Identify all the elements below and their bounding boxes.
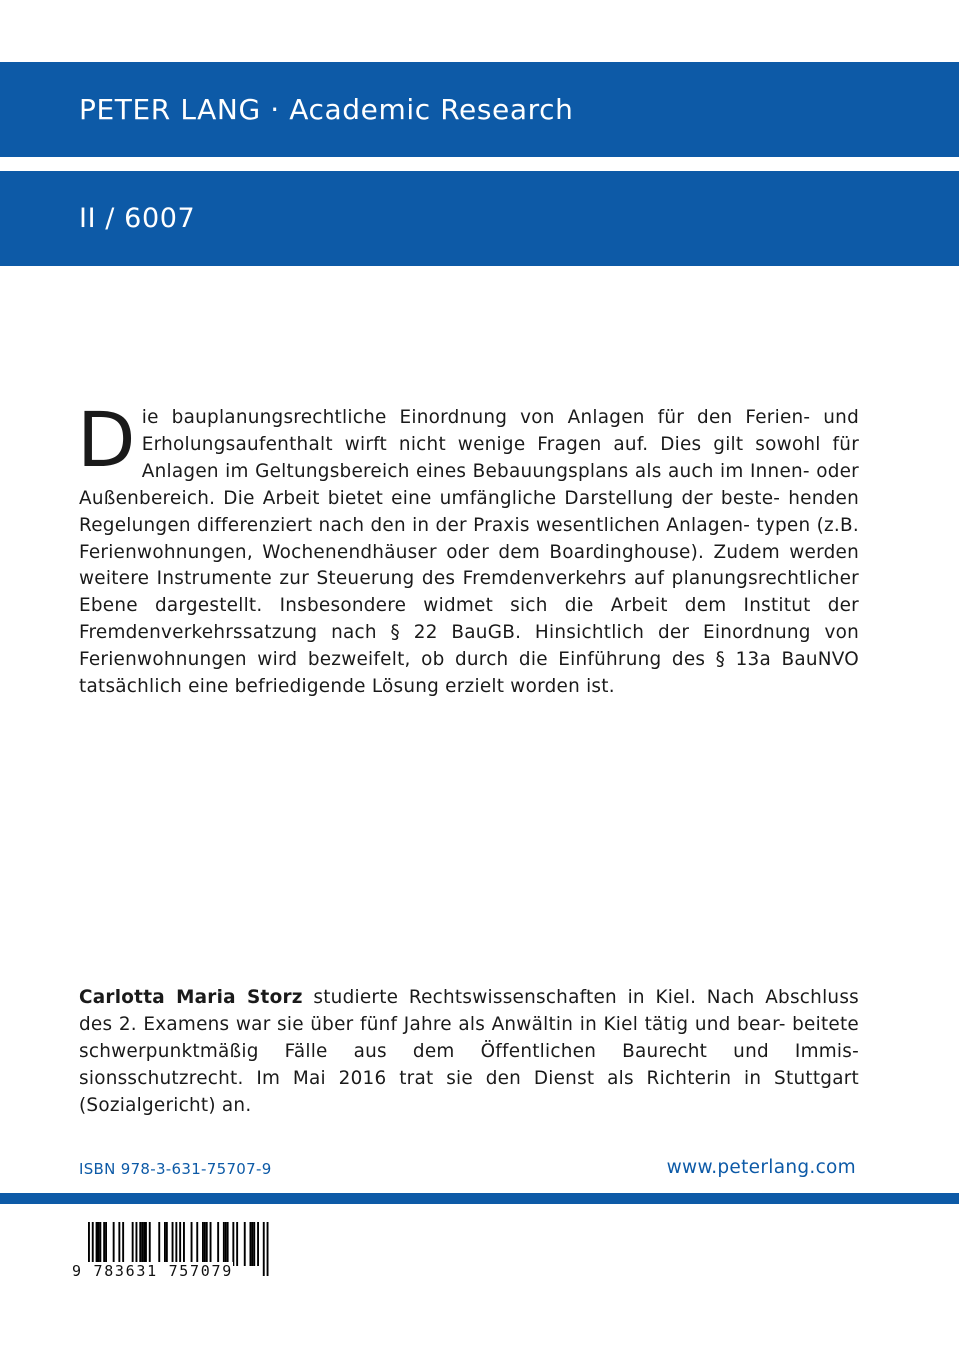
barcode-bar: [244, 1222, 246, 1266]
barcode-bar: [132, 1222, 134, 1266]
barcode-bar: [141, 1222, 143, 1266]
barcode-bar: [225, 1222, 227, 1266]
barcode-bar: [206, 1222, 208, 1266]
publisher-url[interactable]: www.peterlang.com: [666, 1157, 856, 1178]
barcode-bar: [257, 1222, 259, 1266]
barcode-bar: [183, 1222, 185, 1266]
volume-number: II / 6007: [79, 203, 196, 234]
barcode-bar: [204, 1222, 206, 1266]
barcode-bar: [251, 1222, 253, 1266]
barcode-bar: [232, 1222, 234, 1266]
barcode-bar: [98, 1222, 100, 1266]
barcode-bar: [118, 1222, 120, 1266]
author-bio: [79, 984, 859, 1119]
barcode-bar: [166, 1222, 168, 1266]
drop-cap: D: [77, 395, 136, 484]
barcode-bar: [136, 1222, 138, 1266]
barcode-bar: [99, 1222, 101, 1266]
barcode-bar: [227, 1222, 229, 1266]
barcode-bar: [113, 1222, 115, 1266]
barcode-bar: [196, 1222, 198, 1266]
barcode-bar: [96, 1222, 98, 1266]
barcode-bar: [202, 1222, 204, 1266]
volume-banner: [0, 171, 959, 266]
abstract-text: [77, 395, 859, 701]
barcode-bar: [103, 1222, 105, 1266]
series-title: PETER LANG · Academic Research: [79, 93, 574, 126]
barcode-bar: [164, 1222, 166, 1266]
footer-divider: [0, 1193, 959, 1204]
barcode-bar: [122, 1222, 124, 1266]
abstract-body: ie bauplanungsrechtliche Einordnung von Anlagen für den Ferien- und Erholungsaufenthalt wirft nicht wenige Fragen auf. Dies gilt sowohl für Anlagen im Geltungsbereich eines Bebauungsplans als auch im Innen- oder Außenbereich. Die Arbeit bietet eine umfängliche Darstellung der beste- henden Regelungen differenziert nach den in der Praxis wesentlichen Anlagen- typen (z.B. Ferienwohnungen, Wochenendhäuser oder dem Boardinghouse). Zudem werden weitere Instrumente zur Steuerung des Fremdenverkehrs auf planungsrechtlicher Ebene dargestellt. Insbesondere widmet sich die Arbeit dem Institut der Fremdenverkehrssatzung nach § 22 BauGB. Hinsichtlich der Einordnung von Ferienwohnungen wird bezweifelt, ob durch die Einführung des § 13a BauNVO tatsächlich eine befriedigende Lösung erzielt worden ist.: [79, 407, 859, 698]
barcode-digits: 9 783631 757079: [72, 1262, 233, 1280]
isbn-label: ISBN 978-3-631-75707-9: [79, 1160, 272, 1178]
barcode-bar: [145, 1222, 147, 1266]
barcode-bar: [253, 1222, 255, 1266]
barcode-bar: [158, 1222, 160, 1266]
barcode-bar: [139, 1222, 141, 1266]
barcode-bar: [143, 1222, 145, 1266]
barcode-bar: [236, 1222, 238, 1266]
series-banner: [0, 62, 959, 157]
barcode-bar: [149, 1222, 151, 1266]
barcode-bar: [172, 1222, 174, 1266]
author-bio-body: studierte Rechtswissenschaften in Kiel. Nach Abschluss des 2. Examens war sie über fünf Jahre als Anwältin in Kiel tätig und bear- beitete schwerpunktmäßig Fälle aus dem Öffentlichen Baurecht und Immis- sionsschutzrecht. Im Mai 2016 trat sie den Dienst als Richterin in Stuttgart (Sozialgericht) an.: [79, 987, 860, 1116]
barcode-bar: [217, 1222, 219, 1266]
barcode-bar: [191, 1222, 193, 1266]
barcode-bar: [250, 1222, 252, 1266]
barcode-bar: [210, 1222, 212, 1266]
barcode-bar: [105, 1222, 107, 1266]
author-name: Carlotta Maria Storz: [79, 987, 303, 1008]
barcode-bar: [223, 1222, 225, 1266]
